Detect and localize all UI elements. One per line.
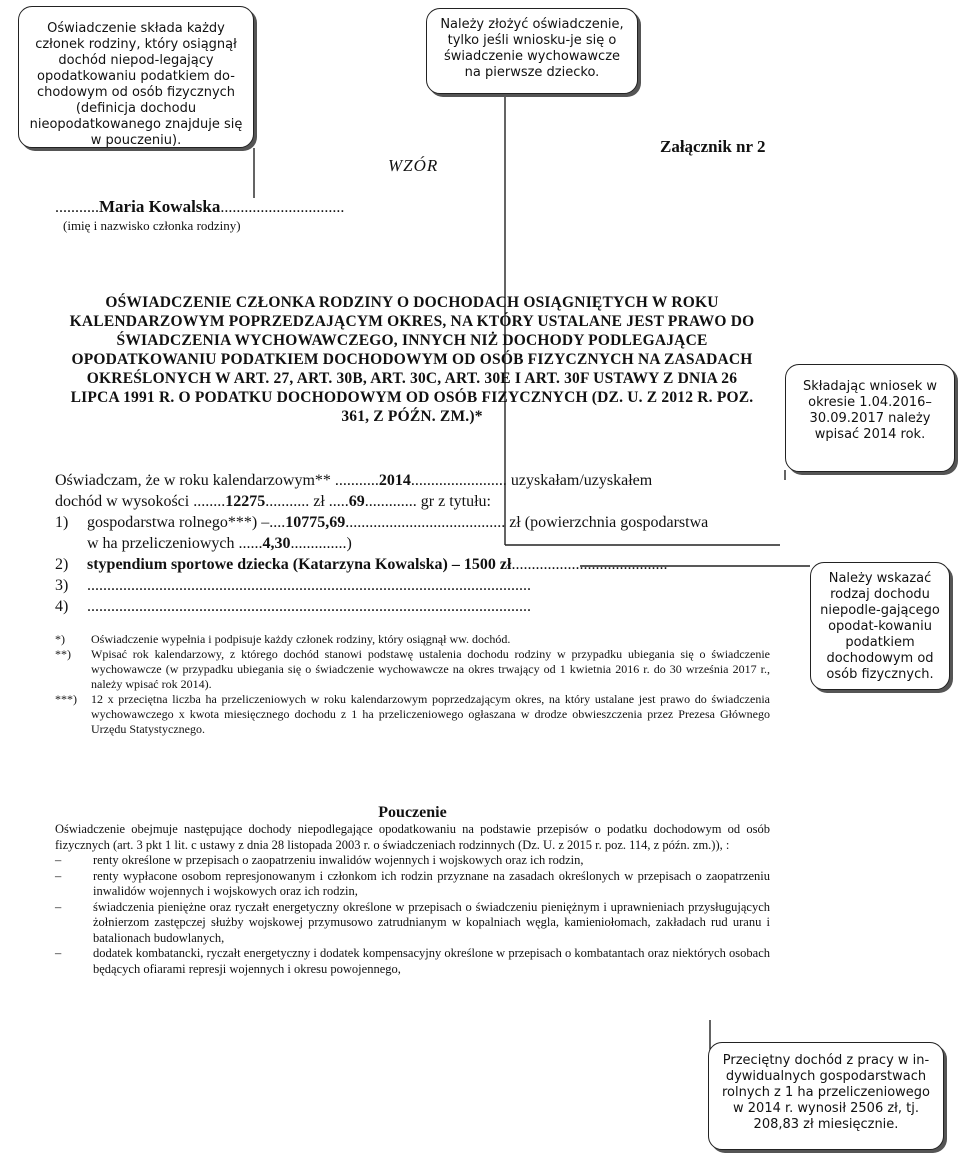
callout-when-submit: Należy złożyć oświadczenie, tylko jeśli wniosku-je się o świadczenie wychowawcze na pierwsze dziecko. bbox=[426, 8, 638, 94]
text: ............. gr z tytułu: bbox=[364, 493, 491, 510]
instructions-section bbox=[55, 804, 770, 977]
attachment-label: Załącznik nr 2 bbox=[660, 137, 766, 156]
instructions-intro: Oświadczenie obejmuje następujące dochody niepodlegające opodatkowaniu na podstawie przepisów o podatku dochodowym od osób fizycznych (art. 3 pkt 1 lit. c ustawy z dnia 28 listopada 2003 r. o świadczeniach rodzinnych (Dz. U. z 2015 r. poz. 114, z późn. zm.)), : bbox=[55, 822, 770, 852]
declaration-title: OŚWIADCZENIE CZŁONKA RODZINY O DOCHODACH OSIĄGNIĘTYCH W ROKU KALENDARZOWYM POPRZEDZAJĄCYM OKRES, NA KTÓRY USTALANE JEST PRAWO DO ŚWIADCZENIA WYCHOWAWCZEGO, INNYCH NIŻ DOCHODY PODLEGAJĄCE OPODATKOWANIU PODATKIEM DOCHODOWYM OD OSÓB FIZYCZNYCH NA ZASADACH OKREŚLONYCH W ART. 27, ART. 30B, ART. 30C, ART. 30E I ART. 30F USTAWY Z DNIA 26 LIPCA 1991 R. O PODATKU DOCHODOWYM OD OSÓB FIZYCZNYCH (DZ. U. Z 2012 R. POZ. 361, Z PÓŹN. ZM.)* bbox=[69, 294, 755, 425]
text: ........................ uzyskałam/uzyskałem bbox=[410, 472, 653, 489]
text: gospodarstwa rolnego***) –.... bbox=[87, 514, 286, 531]
footnote-key: ***) bbox=[55, 692, 77, 706]
instructions-item-text: renty wypłacone osobom represjonowanym i członkom ich rodzin przyznane na zasadach określonych w przepisach o zaopatrzeniu inwalidów wojennych i wojskowych oraz ich rodzin, bbox=[93, 868, 770, 898]
callout-who-submits: Oświadczenie składa każdy członek rodziny, który osiągnął dochód niepod-legający opodatkowaniu podatkiem do-chodowym od osób fizycznych (definicja dochodu nieopodatkowanego znajduje się w pouczeniu). bbox=[18, 6, 254, 148]
text: ........... zł ..... bbox=[265, 493, 349, 510]
text: Oświadczam, że w roku kalendarzowym** ........... bbox=[55, 472, 379, 489]
text: w ha przeliczeniowych ...... bbox=[87, 535, 263, 552]
hectares-value: 4,30 bbox=[262, 535, 291, 552]
member-name-line bbox=[55, 197, 344, 217]
callout-farm-income-hint: Przeciętny dochód z pracy w in-dywidualnych gospodarstwach rolnych z 1 ha przeliczeniowego w 2014 r. wynosił 2506 zł, tj. 208,83 zł miesięcznie. bbox=[708, 1042, 944, 1150]
member-name: Maria Kowalska bbox=[99, 197, 221, 216]
item-key: 2) bbox=[55, 556, 69, 573]
declaration-body bbox=[55, 470, 775, 617]
template-label: WZÓR bbox=[388, 156, 439, 175]
footnote-text: 12 x przeciętna liczba ha przeliczeniowych w roku kalendarzowym poprzedzającym okres, na który ustalane jest prawo do świadczenia wychowawczego x kwota miesięcznego dochodu z 1 ha przeliczeniowego ogłaszana w drodze obwieszczenia przez Prezesa Głównego Urzędu Statystycznego. bbox=[91, 692, 770, 736]
footnote-2 bbox=[55, 647, 770, 692]
declaration-line-2 bbox=[55, 491, 775, 512]
text: dochód w wysokości ........ bbox=[55, 493, 226, 510]
footnote-key: *) bbox=[55, 632, 65, 646]
callout-income-type-hint: Należy wskazać rodzaj dochodu niepodle-gającego opodat-kowaniu podatkiem dochodowym od osób fizycznych. bbox=[810, 562, 950, 690]
item-key: 3) bbox=[55, 577, 69, 594]
income-item-1 bbox=[55, 512, 775, 533]
instructions-item-text: świadczenia pieniężne oraz ryczałt energetyczny określone w przepisach o świadczeniu pieniężnym i uprawnieniach przysługujących żołnierzom zastępczej służby wojskowej przymusowo zatrudnianym w kopalniach węgla, kamieniołomach, zakładach rud uranu i batalionach budowlanych, bbox=[93, 899, 770, 945]
dots: ............................................................................................................... bbox=[87, 577, 531, 594]
callout-year-hint: Składając wniosek w okresie 1.04.2016–30.09.2017 należy wpisać 2014 rok. bbox=[785, 364, 955, 472]
dash: – bbox=[55, 868, 62, 883]
instructions-title: Pouczenie bbox=[378, 804, 447, 821]
footnote-key: **) bbox=[55, 647, 71, 661]
text: ..............) bbox=[290, 535, 352, 552]
dash: – bbox=[55, 853, 62, 867]
income-item-1-continued bbox=[55, 533, 775, 554]
instructions-item bbox=[55, 900, 770, 947]
footnote-1 bbox=[55, 632, 770, 647]
declaration-line-1 bbox=[55, 470, 775, 491]
instructions-item bbox=[55, 853, 770, 869]
dots: ............................................................................................................... bbox=[87, 598, 531, 615]
footnote-3 bbox=[55, 692, 770, 737]
footnote-text: Oświadczenie wypełnia i podpisuje każdy członek rodziny, który osiągnął ww. dochód. bbox=[91, 632, 511, 646]
year-value: 2014 bbox=[378, 472, 411, 489]
instructions-item-text: dodatek kombatancki, ryczałt energetyczny i dodatek kompensacyjny określone w przepisach o kombatantach oraz niektórych osobach będących ofiarami represji wojennych i okresu powojennego, bbox=[93, 946, 770, 976]
income-item-3 bbox=[55, 575, 775, 596]
farm-income-value: 10775,69 bbox=[285, 514, 346, 531]
income-item-4 bbox=[55, 596, 775, 617]
amount-value: 12275 bbox=[225, 493, 266, 510]
member-name-caption: (imię i nazwisko członka rodziny) bbox=[63, 218, 241, 233]
item-key: 1) bbox=[55, 514, 69, 531]
dots: ....................................... bbox=[511, 556, 668, 573]
dots: ........... bbox=[55, 199, 99, 216]
footnote-text: Wpisać rok kalendarzowy, z którego dochód stanowi podstawę ustalenia dochodu rodziny w przypadku ubiegania się o świadczenie wychowawcze (w przypadku ubiegania się o świadczenie wychowawcze na okres trwający od 1 kwietnia 2016 r. do 30 września 2017 r., należy wpisać rok 2014). bbox=[91, 647, 770, 691]
income-item-2 bbox=[55, 554, 775, 575]
dash: – bbox=[55, 946, 62, 960]
instructions-item bbox=[55, 946, 770, 977]
dash: – bbox=[55, 899, 62, 914]
instructions-item bbox=[55, 869, 770, 900]
instructions-item-text: renty określone w przepisach o zaopatrzeniu inwalidów wojennych i wojskowych oraz ich rodzin, bbox=[93, 853, 584, 867]
dots: ............................... bbox=[220, 199, 345, 216]
text: ........................................ zł (powierzchnia gospodarstwa bbox=[345, 514, 709, 531]
grosze-value: 69 bbox=[348, 493, 365, 510]
footnotes bbox=[55, 632, 770, 737]
item-key: 4) bbox=[55, 598, 69, 615]
scholarship-text: stypendium sportowe dziecka (Katarzyna Kowalska) – 1500 zł bbox=[87, 556, 512, 573]
